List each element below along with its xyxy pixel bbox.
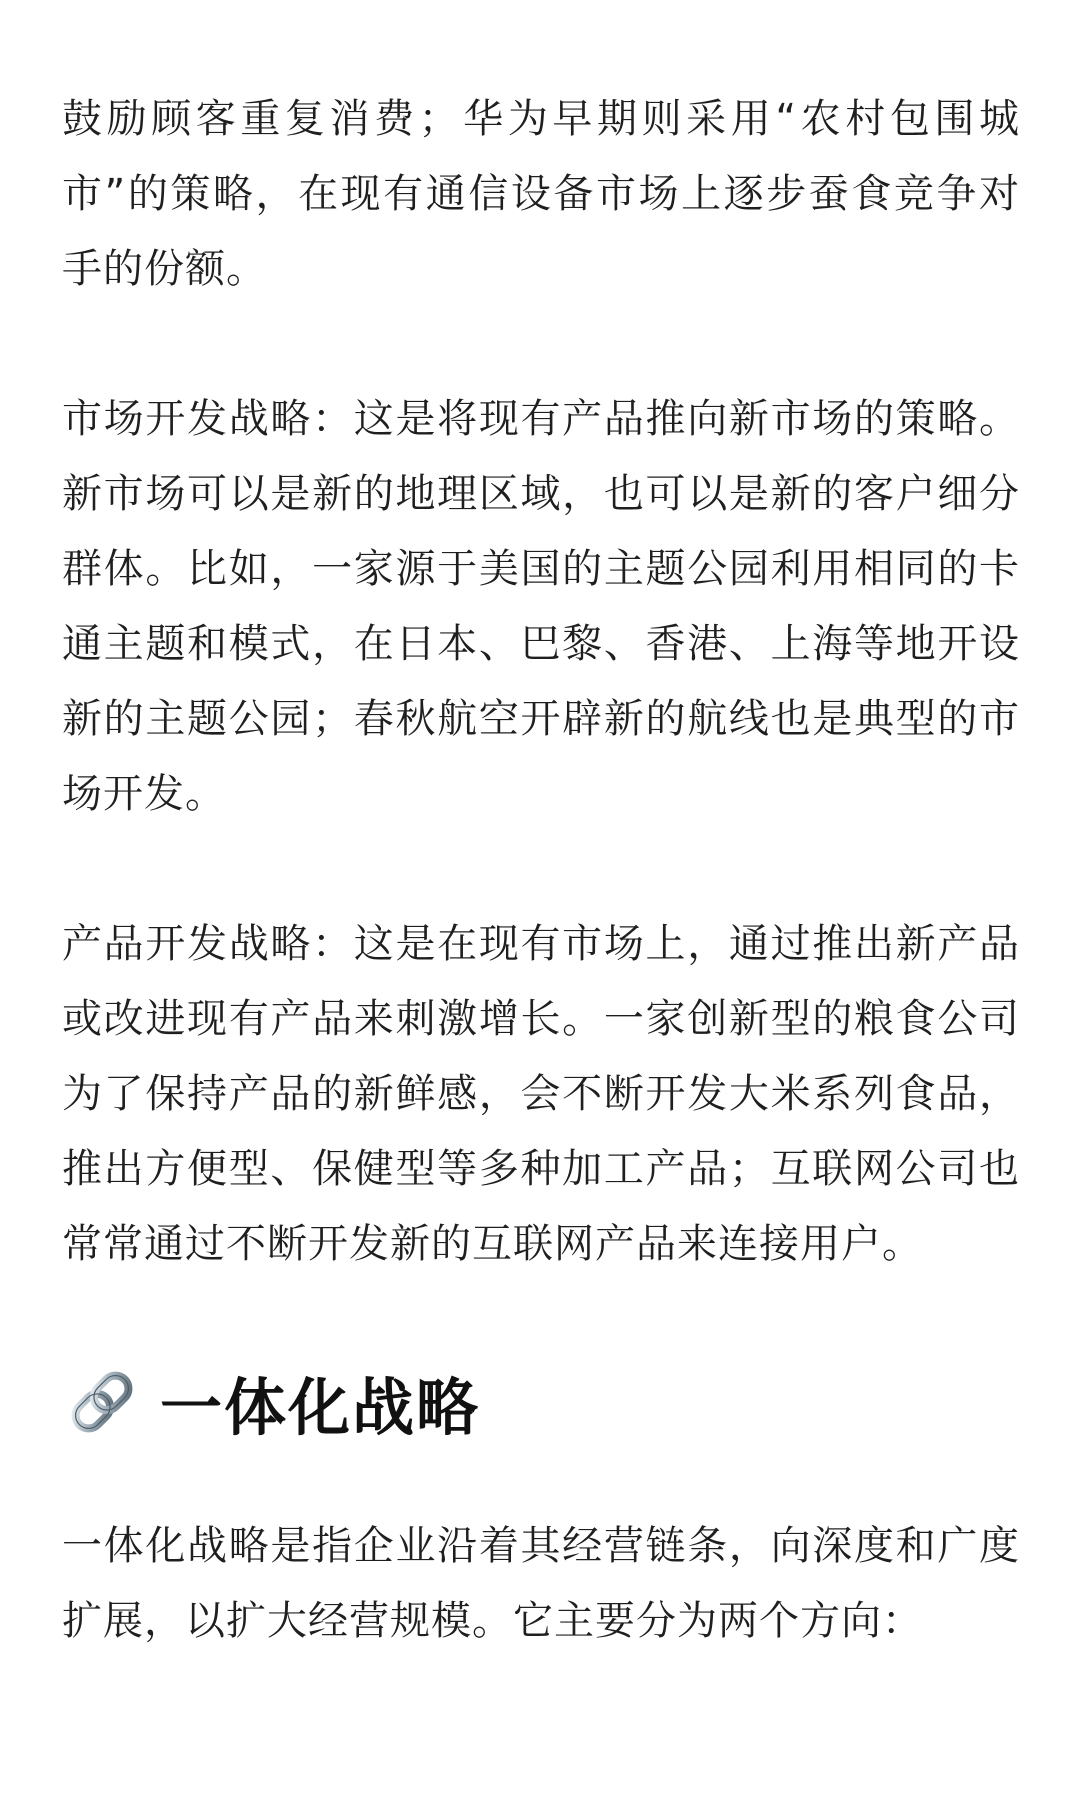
market-development-paragraph: 市场开发战略：这是将现有产品推向新市场的策略。新市场可以是新的地理区域，也可以是新的客户细分群体。比如，一家源于美国的主题公园利用相同的卡通主题和模式，在日本、巴黎、香港、上海等地开设新的主题公园；春秋航空开辟新的航线也是典型的市场开发。 <box>62 396 1020 817</box>
paragraph-spacer <box>62 1447 1020 1509</box>
intro-paragraph: 鼓励顾客重复消费；华为早期则采用“农村包围城市”的策略，在现有通信设备市场上逐步蚕食竞争对手的份额。 <box>62 96 1020 292</box>
section-heading-text: 一体化战略 <box>160 1370 481 1444</box>
article-body <box>62 82 1020 1659</box>
paragraph-spacer <box>62 1282 1020 1357</box>
section-heading <box>62 1357 1020 1447</box>
paragraph-spacer <box>62 307 1020 382</box>
integration-paragraph: 一体化战略是指企业沿着其经营链条，向深度和广度扩展，以扩大经营规模。它主要分为两个方向： <box>62 1523 1020 1644</box>
link-icon <box>62 1362 142 1442</box>
product-development-paragraph: 产品开发战略：这是在现有市场上，通过推出新产品或改进现有产品来刺激增长。一家创新型的粮食公司为了保持产品的新鲜感，会不断开发大米系列食品，推出方便型、保健型等多种加工产品；互联网公司也常常通过不断开发新的互联网产品来连接用户。 <box>62 921 1020 1267</box>
paragraph-spacer <box>62 832 1020 907</box>
